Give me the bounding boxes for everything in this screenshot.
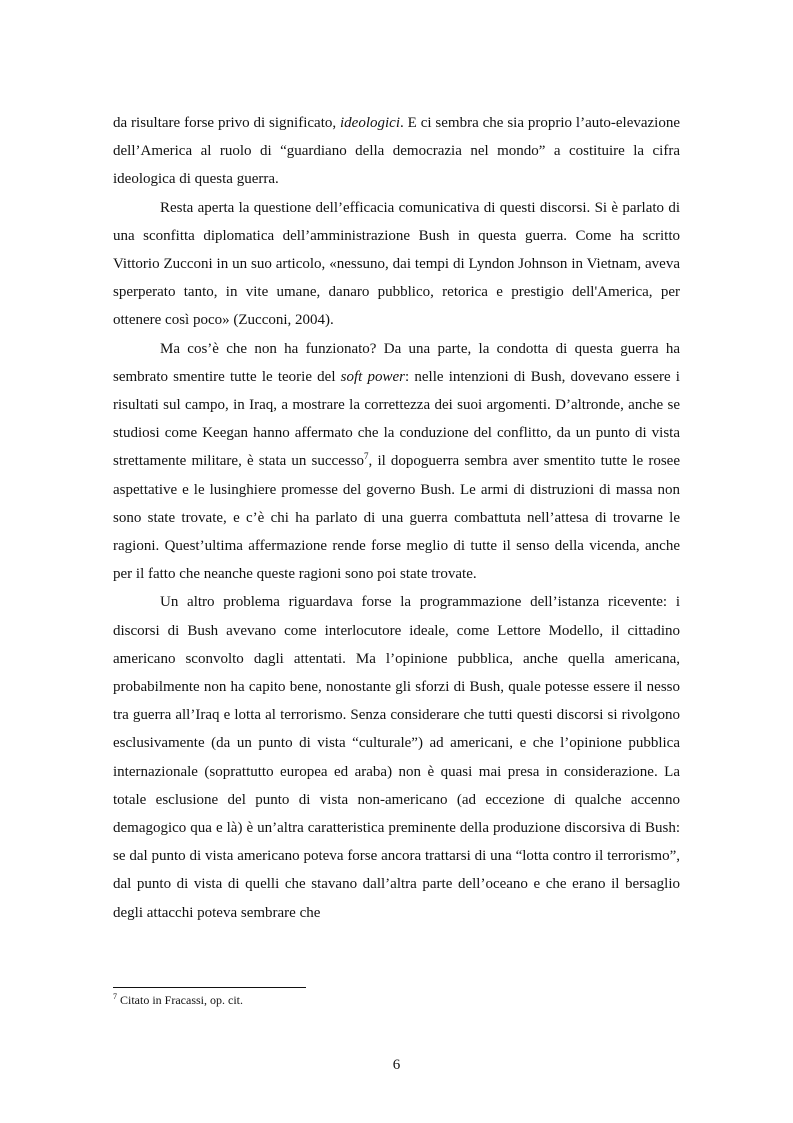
paragraph-2: Resta aperta la questione dell’efficacia comunicativa di questi discorsi. Si è parlato di una sconfitta diplomatica dell’amministrazione Bush in questa guerra. Come ha scritto Vittorio Zucconi in un suo articolo, «nessuno, dai tempi di Lyndon Johnson in Vietnam, aveva sperperato tanto, in vite umane, danaro pubblico, retorica e prestigio dell'America, per ottenere così poco» (Zucconi, 2004). bbox=[113, 199, 680, 329]
footnote-text: Citato in Fracassi, op. cit. bbox=[117, 993, 243, 1007]
paragraph-1 bbox=[113, 109, 680, 194]
page-body bbox=[113, 109, 680, 927]
footnote-separator bbox=[113, 987, 306, 988]
paragraph-1-text-a: da risultare forse privo di significato, bbox=[113, 115, 341, 131]
page-number: 6 bbox=[392, 1057, 401, 1073]
emphasis-soft-power: soft power bbox=[340, 368, 406, 385]
paragraph-3-text-d: , il dopoguerra sembra aver smentito tutte le rosee aspettative e le lusinghiere promesse del governo Bush. Le armi di distruzioni di massa non sono state trovate, e c’è chi ha parlato di una guerra combattuta nell’attesa di trovarne le ragioni. Quest’ultima affermazione rende forse meglio di tutte il senso della vicenda, anche per il fatto che neanche queste ragioni sono poi state trovate. bbox=[113, 453, 680, 583]
paragraph-1-text-c: . E ci sembra che sia proprio l’auto-elevazione dell’America al ruolo di “guardiano della democrazia nel mondo” a costituire la cifra ideologica di questa guerra. bbox=[113, 115, 681, 188]
paragraph-4: Un altro problema riguardava forse la programmazione dell’istanza ricevente: i discorsi di Bush avevano come interlocutore ideale, come Lettore Modello, il cittadino americano sconvolto dagli attentati. Ma l’opinione pubblica, anche quella americana, probabilmente non ha capito bene, nonostante gli sforzi di Bush, quale potesse essere il nesso tra guerra all’Iraq e lotta al terrorismo. Senza considerare che tutti questi discorsi si rivolgono esclusivamente (da un punto di vista “culturale”) ad americani, e che l’opinione pubblica internazionale (soprattutto europea ed araba) non è quasi mai presa in considerazione. La totale esclusione del punto di vista non-americano (ad eccezione di qualche accenno demagogico qua e là) è un’altra caratteristica preminente della produzione discorsiva di Bush: se dal punto di vista americano poteva forse ancora trattarsi di una “lotta contro il terrorismo”, dal punto di vista di quelli che stavano dall’altra parte dell’oceano e che erano il bersaglio degli attacchi poteva sembrare che bbox=[113, 594, 680, 921]
paragraph-3 bbox=[113, 335, 680, 589]
paragraph-3-text-c: : nelle intenzioni di Bush, dovevano essere i risultati sul campo, in Iraq, a mostrare la correttezza dei suoi argomenti. D’altronde, anche se studiosi come Keegan hanno affermato che la conduzione del conflitto, da un punto di vista strettamente militare, è stata un successo bbox=[113, 368, 680, 470]
footnote-marker: 7 bbox=[113, 992, 117, 1001]
footnote-7 bbox=[113, 993, 243, 1008]
emphasis-ideologici: ideologici bbox=[340, 115, 401, 131]
paragraph-3-text-a: Ma cos’è che non ha funzionato? Da una parte, la condotta di questa guerra ha sembrato smentire tutte le teorie del bbox=[113, 340, 680, 385]
footnote-reference-7[interactable]: 7 bbox=[364, 451, 369, 462]
